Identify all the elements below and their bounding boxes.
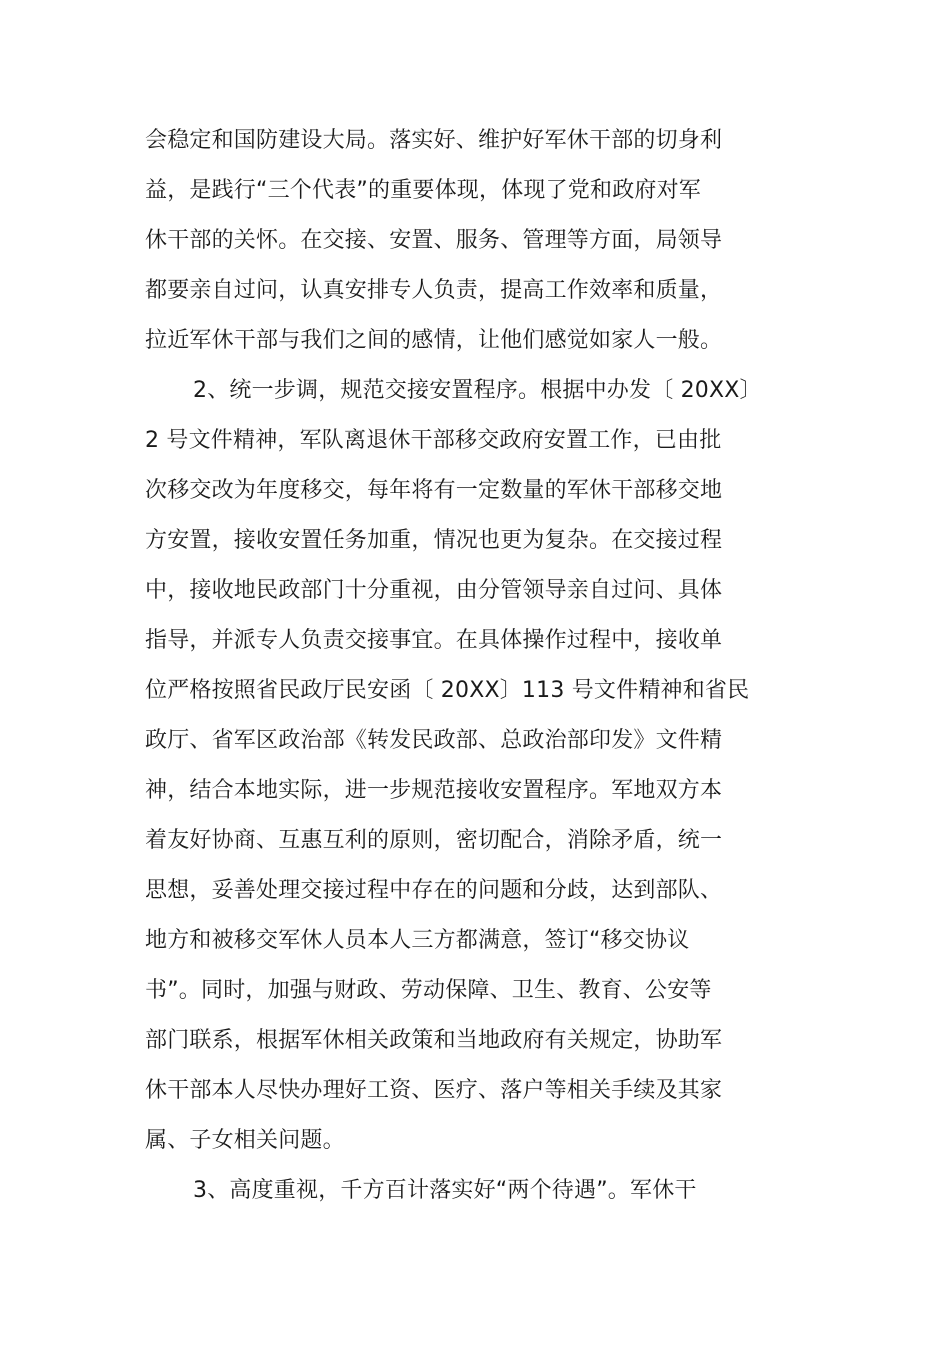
text-line: 指导，并派专人负责交接事宜。在具体操作过程中，接收单	[145, 628, 723, 653]
text-line: 益，是践行“三个代表”的重要体现，体现了党和政府对军	[145, 178, 701, 203]
text-line: 休干部本人尽快办理好工资、医疗、落户等相关手续及其家	[145, 1078, 723, 1103]
text-line: 政厅、省军区政治部《转发民政部、总政治部印发》文件精	[145, 728, 723, 753]
text-line: 休干部的关怀。在交接、安置、服务、管理等方面，局领导	[145, 228, 723, 253]
text-line: 都要亲自过问，认真安排专人负责，提高工作效率和质量，	[145, 278, 723, 303]
text-line: 地方和被移交军休人员本人三方都满意，签订“移交协议	[145, 928, 690, 953]
text-line: 神，结合本地实际，进一步规范接收安置程序。军地双方本	[145, 778, 723, 803]
text-line: 会稳定和国防建设大局。落实好、维护好军休干部的切身利	[145, 128, 723, 153]
text-line: 着友好协商、互惠互利的原则，密切配合，消除矛盾，统一	[145, 828, 723, 853]
paragraph-start-line: 3、高度重视，千方百计落实好“两个待遇”。军休干	[193, 1178, 697, 1203]
text-line: 部门联系，根据军休相关政策和当地政府有关规定，协助军	[145, 1028, 723, 1053]
text-line: 属、子女相关问题。	[145, 1128, 345, 1153]
text-line: 次移交改为年度移交，每年将有一定数量的军休干部移交地	[145, 478, 723, 503]
text-line: 2 号文件精神，军队离退休干部移交政府安置工作，已由批	[145, 428, 722, 453]
text-line: 拉近军休干部与我们之间的感情，让他们感觉如家人一般。	[145, 328, 723, 353]
text-line: 中，接收地民政部门十分重视，由分管领导亲自过问、具体	[145, 578, 723, 603]
text-line: 思想，妥善处理交接过程中存在的问题和分歧，达到部队、	[145, 878, 723, 903]
paragraph-start-line: 2、统一步调，规范交接安置程序。根据中办发〔 20XX〕	[193, 378, 762, 403]
text-line: 书”。同时，加强与财政、劳动保障、卫生、教育、公安等	[145, 978, 712, 1003]
text-line: 位严格按照省民政厅民安函〔 20XX〕113 号文件精神和省民	[145, 678, 750, 703]
text-line: 方安置，接收安置任务加重，情况也更为复杂。在交接过程	[145, 528, 723, 553]
